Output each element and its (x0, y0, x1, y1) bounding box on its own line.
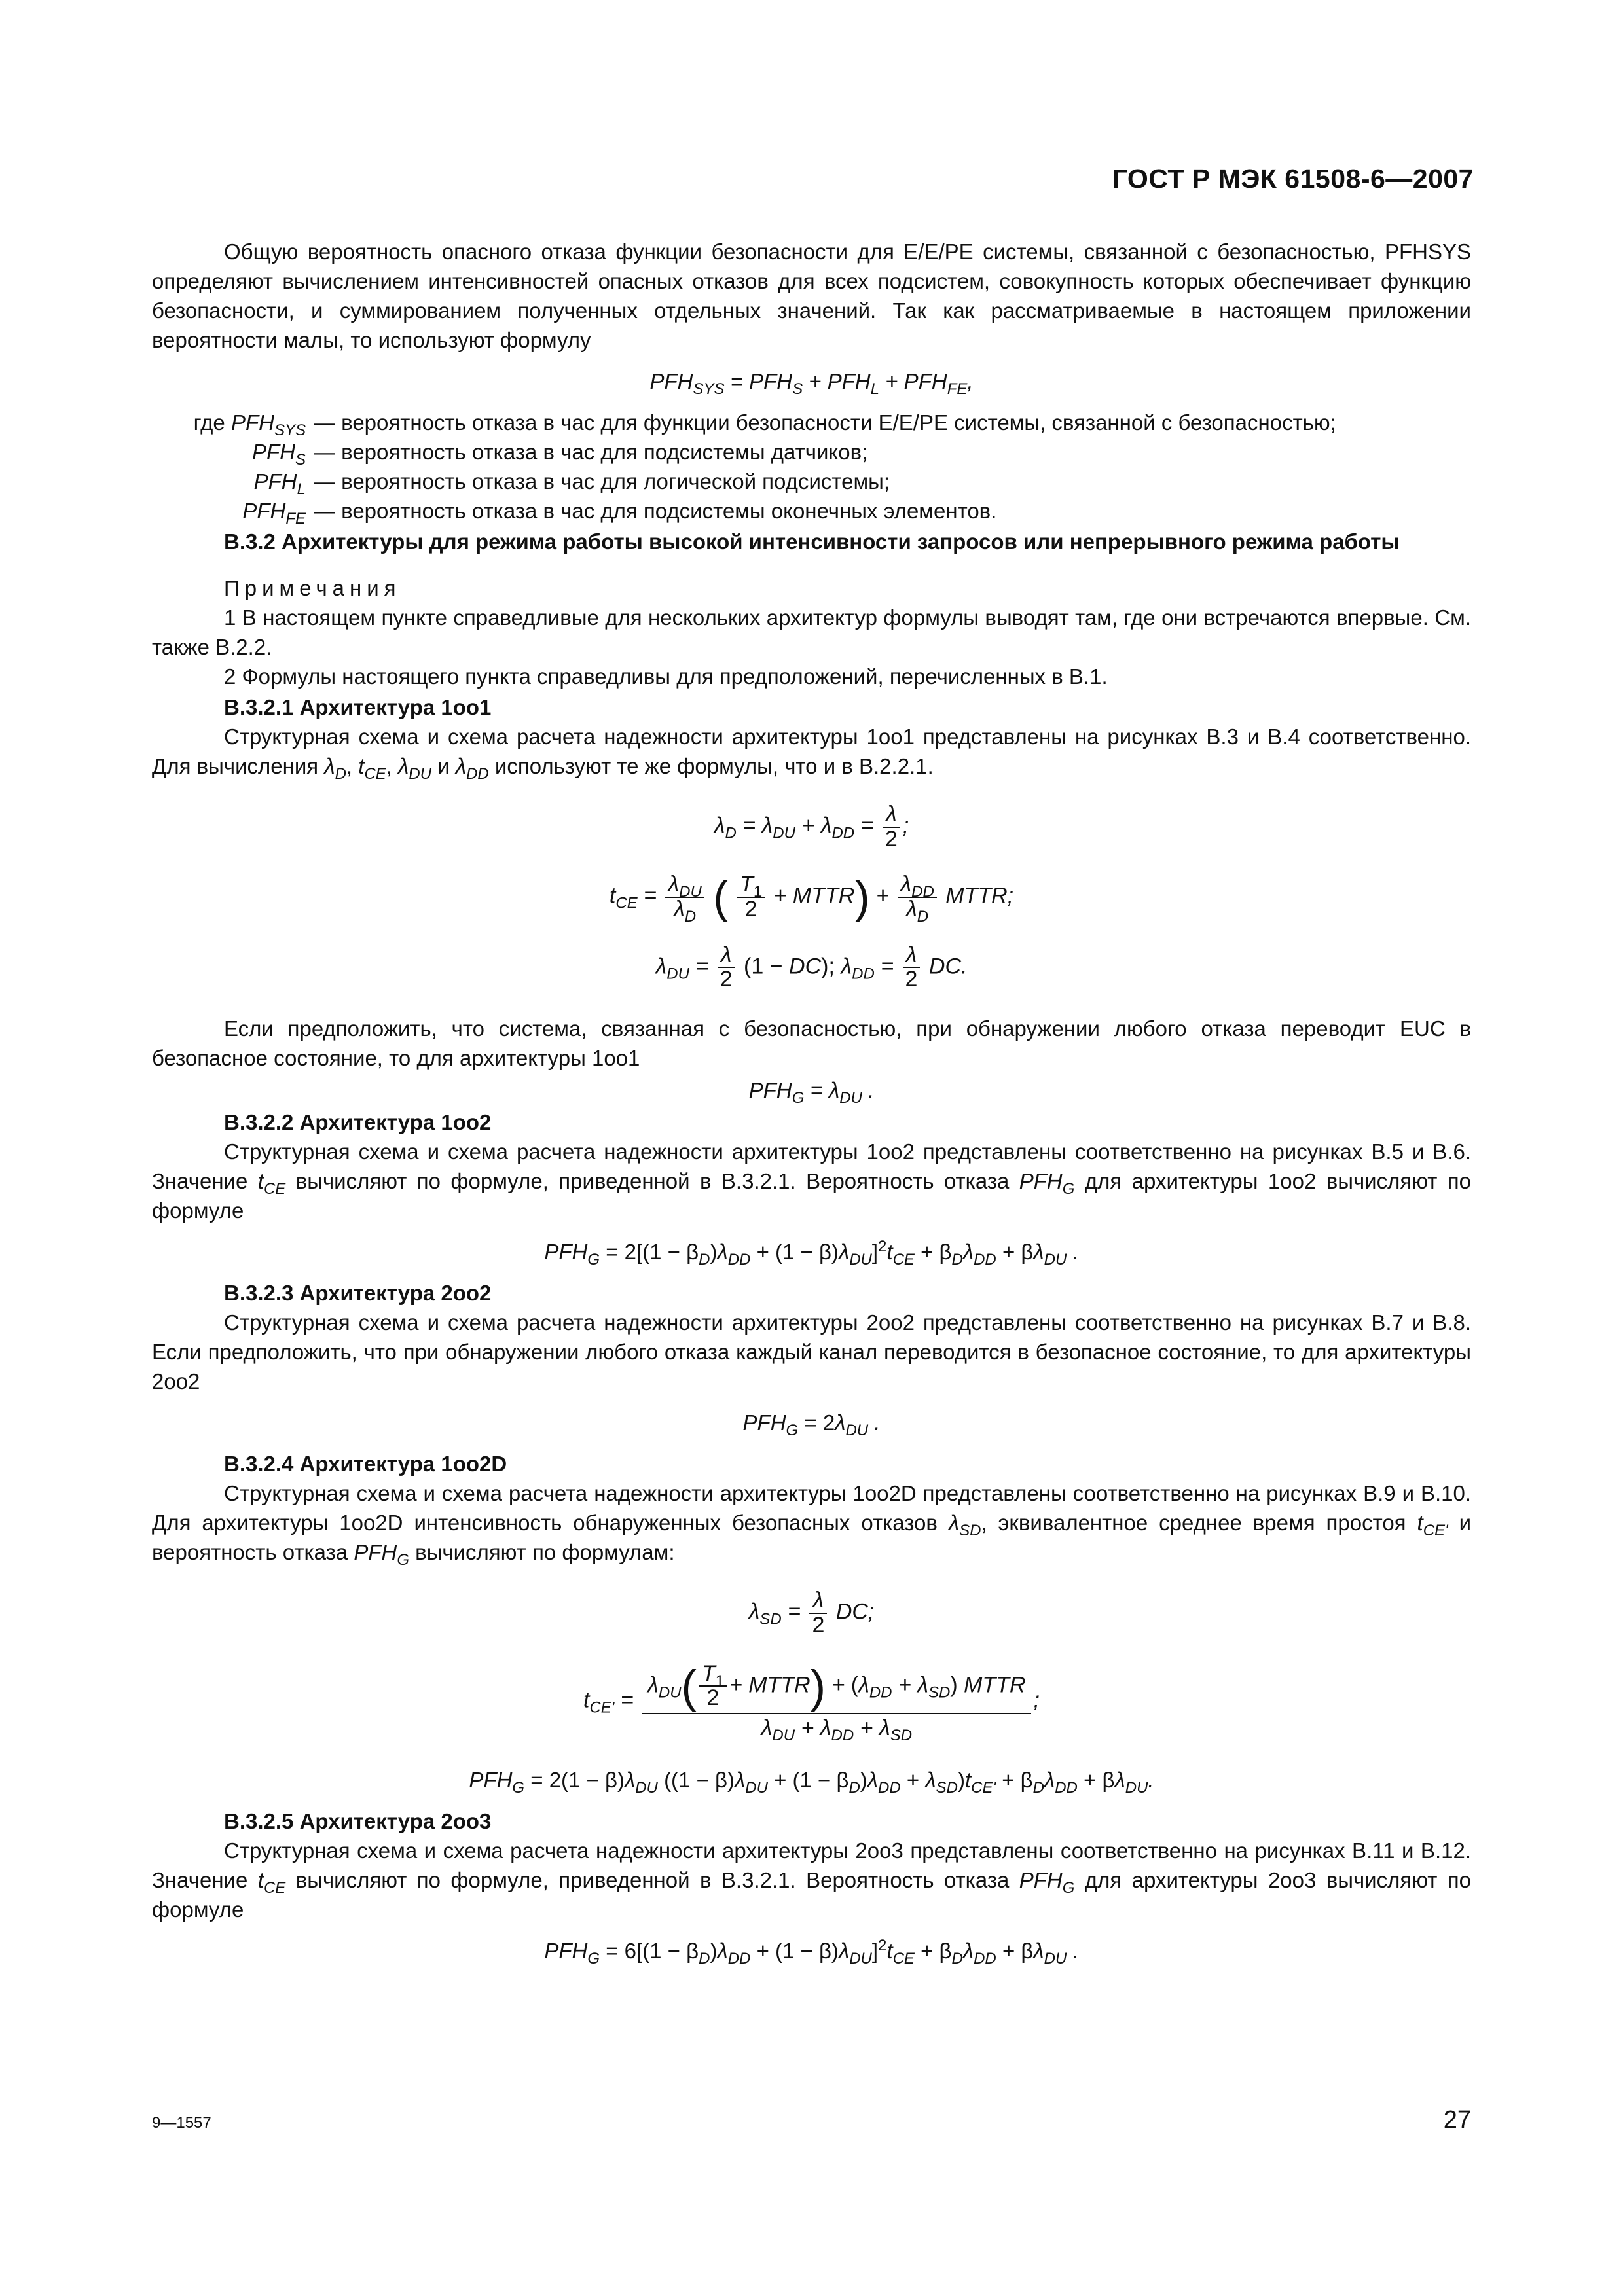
equation-pfh-sys: $PFH_{SYS} = PFH_S + PFH_L + PFH_{FE}$, (649, 369, 974, 398)
page-content (152, 237, 1471, 1977)
definition-symbol: $PFH_S$ (251, 440, 306, 469)
equation-pfh-g-1oo2: $PFH_G = 2[(1 - \beta_D)\lambda_{DD} + (1 - \beta)\lambda_{DU}]^2t_{CE} + \beta_D\lambda_{DD} + \beta\lambda_{DU}$ . (544, 1238, 1079, 1269)
equation-pfh-g-2oo3: $PFH_G = 6[(1 - \beta_D)\lambda_{DD} + (1 - \beta)\lambda_{DU}]^2t_{CE} + \beta_D\lambda_{DD} + \beta\lambda_{DU}$ . (544, 1936, 1079, 1967)
b323-paragraph-1: Структурная схема и схема расчета надежности архитектуры 2оо2 представлены соответственно на рисунках В.7 и В.8. Если предположить, что при обнаружении любого отказа каждый канал переводится в безопасное состояние, то для архитектуры 2оо2 (152, 1310, 1471, 1394)
b322-paragraph-1: Структурная схема и схема расчета надежности архитектуры 1оо2 представлены соответственно на рисунках В.5 и В.6. Значение $t_{CE}$ вычисляют по формуле, приведенной в В.3.2.1. Вероятность отказа $PFH_G$ для архитектуры 1оо2 вычисляют по формуле (152, 1139, 1472, 1223)
equation-t-ce: $t_{CE}$ = $\frac{\lambda_{DU}}{\lambda_D}$ ( $\frac{T_1}{2}$ + MTTR) + $\frac{\lambda_{DD}}{\lambda_D}$ MTTR; (609, 872, 1014, 926)
definitions-list (152, 408, 1471, 526)
equation-pfh-g-2oo2: $PFH_G = 2\lambda_{DU}$ . (742, 1410, 881, 1440)
intro-paragraph (152, 237, 1471, 355)
footer-print-code: 9—1557 (152, 2114, 211, 2132)
section-heading-b32: В.3.2 Архитектуры для режима работы высокой интенсивности запросов или непрерывного режима работы (224, 529, 1400, 554)
section-heading-b324: В.3.2.4 Архитектура 1oo2D (224, 1452, 507, 1477)
equation-pfh-g-1oo1: $PFH_G = \lambda_{DU}$ . (748, 1078, 875, 1107)
b321-paragraph-2: Если предположить, что система, связанная с безопасностью, при обнаружении любого отказа переводит EUC в безопасное состояние, то для архитектуры 1оо1 (152, 1016, 1471, 1071)
section-heading-b321: В.3.2.1 Архитектура 1oo1 (224, 695, 492, 719)
equation-lambda-du-dd: $\lambda_{DU}$ = $\frac{\lambda}{2}$ (1 − DC); $\lambda_{DD}$ = $\frac{\lambda}{2}$ DC. (655, 942, 968, 992)
intro-text: Общую вероятность опасного отказа функции безопасности для Е/Е/РЕ системы, связанной с безопасностью, PFHSYS определяют вычислением интенсивностей опасных отказов для всех подсистем, совокупность которых обеспечивает функцию безопасности, и суммированием полученных отдельных значений. Так как рассматриваемые в настоящем приложении вероятности малы, то используют формулу (152, 240, 1471, 352)
section-heading-b323: В.3.2.3 Архитектура 2oo2 (224, 1281, 492, 1306)
definition-text: — вероятность отказа в час для функции безопасности Е/Е/РЕ системы, связанной с безопасностью; (314, 410, 1336, 435)
b324-paragraph-1: Структурная схема и схема расчета надежности архитектуры 1оо2D представлены соответственно на рисунках В.9 и В.10. Для архитектуры 1оо2D интенсивность обнаруженных безопасных отказов $\lambda_{SD}$, эквивалентное среднее время простоя $t_{CE'}$ и вероятность отказа $PFH_G$ вычисляют по формулам: (152, 1481, 1472, 1570)
definition-text: — вероятность отказа в час для подсистемы датчиков; (314, 440, 868, 464)
page-number: 27 (1443, 2106, 1471, 2134)
equation-pfh-g-1oo2d: $PFH_G = 2(1 - \beta)\lambda_{DU}$ $((1 - \beta)\lambda_{DU} + (1 - \beta_D)\lambda_{DD} + \lambda_{SD})t_{CE'} + \beta_D\lambda_{DD} + \beta\lambda_{DU}$. (469, 1767, 1154, 1797)
note-2: 2 Формулы настоящего пункта справедливы для предположений, перечисленных в В.1. (224, 664, 1108, 689)
section-heading-b325: В.3.2.5 Архитектура 2oo3 (224, 1808, 492, 1833)
definition-symbol: $PFH_{FE}$ (242, 499, 306, 528)
b325-paragraph-1: Структурная схема и схема расчета надежности архитектуры 2оо3 представлены соответственно на рисунках В.11 и В.12. Значение $t_{CE}$ вычисляют по формуле, приведенной в В.3.2.1. Вероятность отказа $PFH_G$ для архитектуры 2оо3 вычисляют по формуле (152, 1838, 1472, 1922)
definition-symbol: где $PFH_{SYS}$ (193, 410, 306, 439)
equation-lambda-sd: $\lambda_{SD}$ = $\frac{\lambda}{2}$ DC; (748, 1588, 875, 1638)
definition-symbol: $PFH_L$ (253, 469, 306, 498)
standard-code: ГОСТ Р МЭК 61508-6—2007 (1112, 164, 1474, 194)
definition-text: — вероятность отказа в час для подсистемы оконечных элементов. (314, 499, 997, 523)
note-1: 1 В настоящем пункте справедливые для нескольких архитектур формулы выводят там, где они встречаются впервые. См. также В.2.2. (152, 605, 1471, 659)
definition-text: — вероятность отказа в час для логической подсистемы; (314, 469, 890, 493)
equation-lambda-d: $\lambda_D = \lambda_{DU} + \lambda_{DD}$ = $\frac{\lambda}{2}$ ; (714, 802, 909, 852)
b321-paragraph-1: Структурная схема и схема расчета надежности архитектуры 1оо1 представлены на рисунках В.3 и В.4 соответственно. Для вычисления $\lambda_D$, $t_{CE}$, $\lambda_{DU}$ и $\lambda_{DD}$ используют те же формулы, что и в В.2.2.1. (152, 725, 1471, 783)
section-heading-b322: В.3.2.2 Архитектура 1oo2 (224, 1110, 492, 1135)
notes-title: Примечания (224, 576, 401, 600)
equation-t-ce-prime: $t_{CE'}$ = $\lambda_{DU}$( $\frac{T_1}{2}$ + MTTR) + $(\lambda_{DD} + \lambda_{SD})$ MTTR $\lambda_{DU} + \lambda_{DD} + \lambda_{SD}$ ; (583, 1660, 1040, 1744)
